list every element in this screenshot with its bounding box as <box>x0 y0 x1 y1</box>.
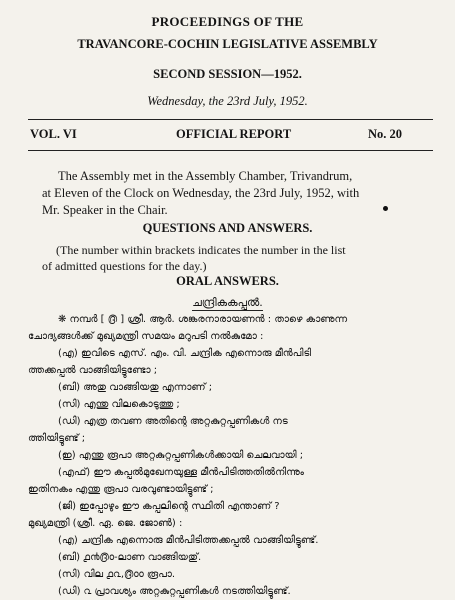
body-line: ഇതിനകം എന്തു രൂപാ വരവുണ്ടായിട്ടുണ്ട് ; <box>28 484 214 495</box>
bottom-rule <box>28 150 433 151</box>
margin-dot <box>383 206 388 211</box>
intro-paragraph <box>42 168 422 219</box>
body-line: (ജി) ഇപ്പോഴും ഈ കപ്പലിന്റെ സ്ഥിതി എന്താണ് ? <box>58 501 280 512</box>
issue-number: No. 20 <box>368 127 403 141</box>
note-paragraph <box>42 242 432 274</box>
body-line: (ഡി) എത്ര തവണ അതിന്റെ അറ്റകുറ്റപ്പണികൾ നട <box>58 416 288 427</box>
subject-title-text: ചന്ദ്രികകപ്പൽ. <box>192 296 263 309</box>
oral-answers-title: ORAL ANSWERS. <box>176 274 279 288</box>
proceedings-heading: PROCEEDINGS OF THE <box>151 14 304 29</box>
report-title: OFFICIAL REPORT <box>176 127 292 141</box>
note-line: of admitted questions for the day.) <box>42 259 207 273</box>
body-line: (സി) വില ൧൨,൫൦൦ രൂപാ. <box>58 569 176 580</box>
body-line: (ബി) അതു വാങ്ങിയതു എന്നാണ് ; <box>58 382 213 393</box>
date-line: Wednesday, the 23rd July, 1952. <box>147 94 308 108</box>
top-rule <box>28 119 433 120</box>
note-line: (The number within brackets indicates the number in the list <box>56 243 346 257</box>
subject-title <box>0 296 455 310</box>
session-heading: SECOND SESSION—1952. <box>153 67 302 81</box>
body-line: (ഡി) ൨ പ്രാവശ്യം അറ്റകുറ്റപ്പണികൾ നടത്തിയിട്ടുണ്ട്. <box>58 586 291 597</box>
body-line: ചോദ്യങ്ങൾക്ക് മുഖ്യമന്ത്രി സമയം മറുപടി നൽകുമോ : <box>28 331 264 342</box>
body-line: മുഖ്യമന്ത്രി (ശ്രീ. ഏ. ജെ. ജോൺ) : <box>28 518 183 529</box>
section-title: QUESTIONS AND ANSWERS. <box>142 221 313 235</box>
assembly-heading: TRAVANCORE-COCHIN LEGISLATIVE ASSEMBLY <box>77 37 378 51</box>
volume-label: VOL. VI <box>30 127 77 141</box>
body-line: ത്തക്കപ്പൽ വാങ്ങിയിട്ടുണ്ടോ ; <box>28 365 158 376</box>
intro-line: at Eleven of the Clock on Wednesday, the 23rd July, 1952, with <box>42 186 360 200</box>
body-line: (എ) ചന്ദ്രിക എന്നൊരു മീൻപിടിത്തക്കപ്പൽ വാങ്ങിയിട്ടുണ്ട്. <box>58 535 319 546</box>
body-line: (സി) എന്തു വിലകൊടുത്തു ; <box>58 399 180 410</box>
intro-line: The Assembly met in the Assembly Chamber, Trivandrum, <box>58 169 353 183</box>
body-line: (ബി) ൧൯൫൦-ലാണ വാങ്ങിയതു്. <box>58 552 202 563</box>
body-line: ത്തിയിട്ടുണ്ട് ; <box>28 433 86 444</box>
body-line: ❋ നമ്പർ [ ൫ ] ശ്രീ. ആർ. ശങ്കരനാരായണൻ : താഴെ കാണുന്ന <box>58 314 348 325</box>
body-line: (എ) ഇവിടെ എസ്. എം. വി. ചന്ദ്രിക എന്നൊരു മീൻപിടി <box>58 348 312 359</box>
intro-line: Mr. Speaker in the Chair. <box>42 203 168 217</box>
body-line: (ഇ) എന്തു രൂപാ അറ്റകുറ്റപ്പണികൾക്കായി ചെലവായി ; <box>58 450 304 461</box>
body-line: (എഫ്) ഈ കപ്പൽമുഖേനയുള്ള മീൻപിടിത്തതിൽനിന്നും <box>58 467 304 478</box>
